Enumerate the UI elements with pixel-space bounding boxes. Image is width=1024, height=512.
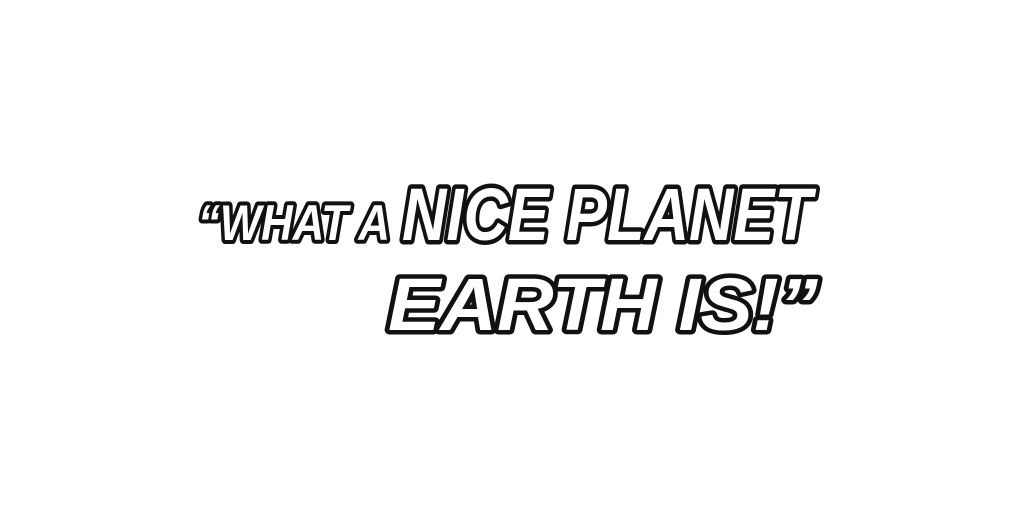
quote-line1-main: NICE PLANET xyxy=(402,173,817,256)
quote-line2: EARTH IS!” xyxy=(388,263,818,346)
quote-line1-lead: “WHAT A xyxy=(198,195,390,251)
